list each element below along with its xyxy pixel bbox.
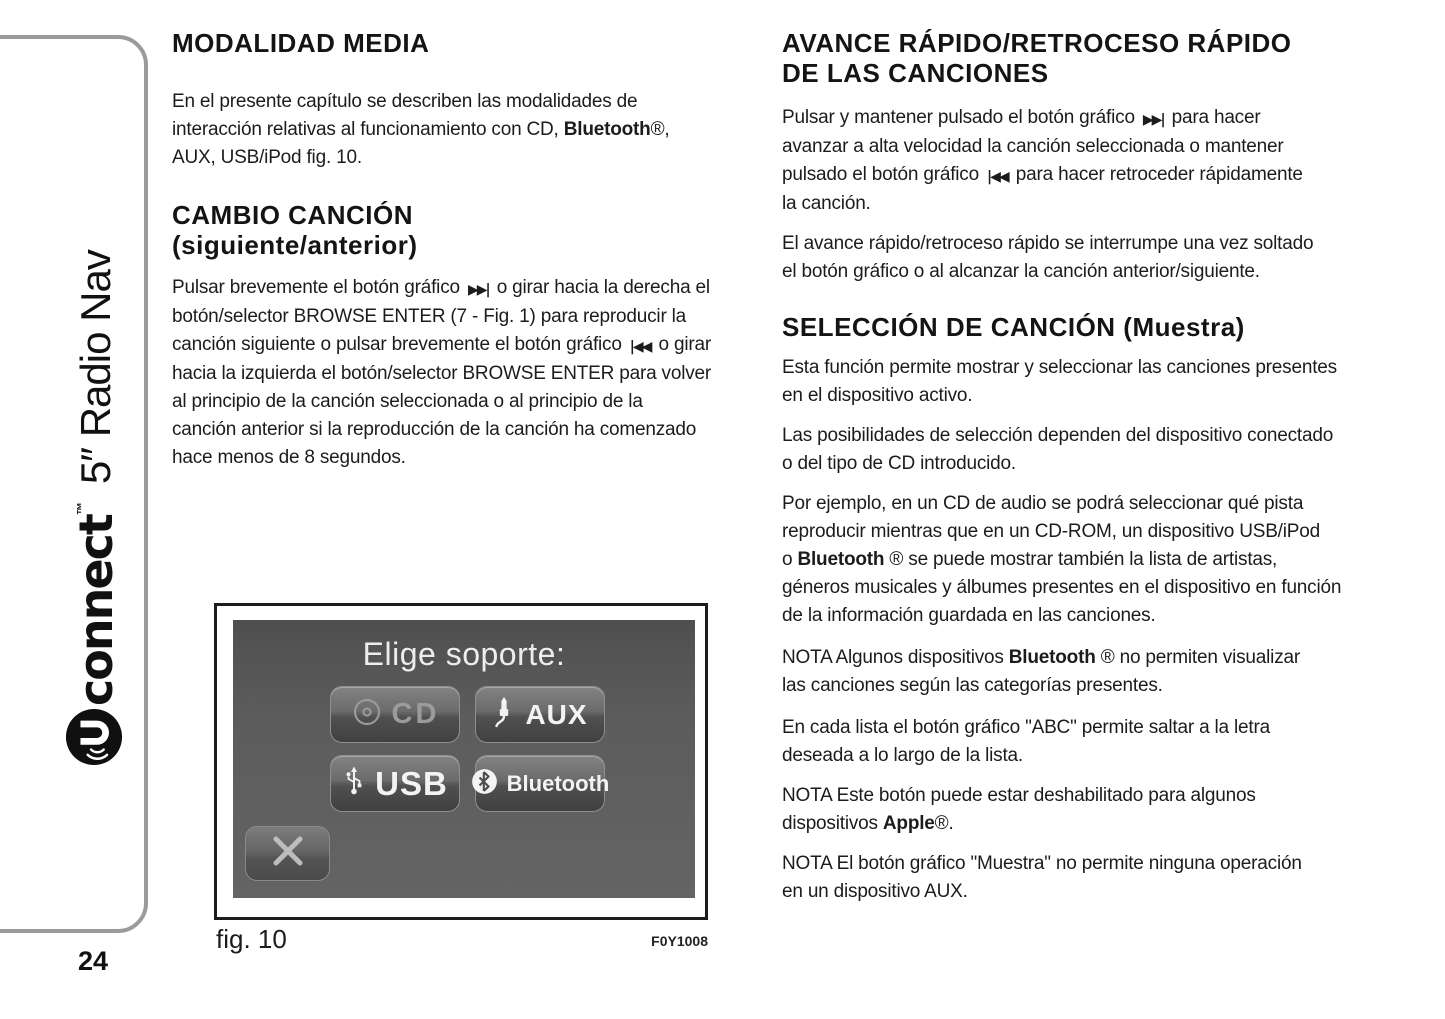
close-icon (267, 831, 309, 876)
paragraph-seleccion-3: Por ejemplo, en un CD de audio se podrá seleccionar qué pista reproducir mientras que en un CD-ROM, un dispositivo USB/iPod o Bluetooth ® se puede mostrar también la lista de artistas, géneros musicales y álbumes presentes en el dispositivo en función de la información guardada en las canciones. (782, 493, 1342, 626)
rewind-icon: |◀◀ (987, 169, 1008, 185)
usb-button (330, 755, 460, 812)
paragraph-nota-apple: NOTA Este botón puede estar deshabilitado para algunos dispositivos Apple®. (782, 785, 1256, 834)
close-button (245, 826, 330, 881)
brand-trademark: ™ (73, 502, 89, 516)
paragraph-abc: En cada lista el botón gráfico "ABC" permite saltar a la letra deseada a lo largo de la lista. (782, 717, 1270, 766)
heading-seleccion-cancion: SELECCIÓN DE CANCIÓN (Muestra) (782, 312, 1245, 342)
paragraph-seleccion-2: Las posibilidades de selección dependen del dispositivo conectado o del tipo de CD introducido. (782, 425, 1334, 474)
bluetooth-button (475, 755, 610, 812)
cd-disc-icon (351, 696, 383, 733)
brand (64, 206, 128, 766)
paragraph-avance-1: Pulsar y mantener pulsado el botón gráfico ▶▶| para hacer avanzar a alta velocidad la canción seleccionada o mantener pulsado el botón gráfico |◀◀ para hacer retroceder rápidamente la canción. (782, 107, 1303, 214)
paragraph-seleccion-1: Esta función permite mostrar y seleccionar las canciones presentes en el dispositivo activo. (782, 357, 1337, 406)
fast-forward-icon: ▶▶| (1142, 112, 1164, 128)
figure-caption: fig. 10 (216, 924, 287, 954)
paragraph-intro: En el presente capítulo se describen las modalidades de interacción relativas al funcionamiento con CD, Bluetooth®, AUX, USB/iPod fig. 10. (172, 91, 670, 168)
aux-button (475, 686, 605, 743)
brand-model-label: 5″ Radio Nav (72, 250, 119, 485)
cd-button-label: CD (391, 698, 440, 730)
usb-icon (342, 765, 366, 802)
heading-cambio-cancion: CAMBIO CANCIÓN (172, 200, 413, 230)
heading-avance-rapido: AVANCE RÁPIDO/RETROCESO RÁPIDO (782, 28, 1292, 58)
rewind-icon: |◀◀ (629, 339, 651, 355)
brand-connect-label: connect (69, 515, 123, 706)
paragraph-nota-muestra: NOTA El botón gráfico "Muestra" no permite ninguna operación en un dispositivo AUX. (782, 853, 1302, 902)
usb-button-label: USB (375, 764, 448, 802)
right-column (782, 28, 1430, 906)
aux-button-label: AUX (525, 698, 588, 730)
figure-10 (214, 603, 708, 920)
heading-avance-rapido-sub: DE LAS CANCIONES (782, 58, 1049, 88)
uconnect-logo-icon (65, 708, 128, 766)
heading-modalidad-media: MODALIDAD MEDIA (172, 28, 430, 58)
left-column (172, 28, 772, 472)
aux-jack-icon (492, 696, 516, 733)
fast-forward-icon: ▶▶| (467, 282, 489, 298)
figure-code: F0Y1008 (651, 933, 708, 949)
paragraph-nota-bluetooth: NOTA Algunos dispositivos Bluetooth ® no permiten visualizar las canciones según las categorías presentes. (782, 647, 1301, 696)
screen-title: Elige soporte: (362, 636, 566, 672)
cd-button (330, 686, 460, 743)
radio-touchscreen (233, 620, 695, 898)
bluetooth-button-label: Bluetooth (506, 770, 610, 796)
paragraph-cambio-cancion: Pulsar brevemente el botón gráfico ▶▶| o girar hacia la derecha el botón/selector BROWSE ENTER (7 - Fig. 1) para reproducir la canción siguiente o pulsar brevemente el botón gráfico |◀◀ o girar hacia la izquierda el botón/selector BROWSE ENTER para volver al principio de la canción seleccionada o al principio de la canción anterior si la reproducción de la canción ha comenzado hace menos de 8 segundos. (172, 277, 712, 468)
paragraph-avance-2: El avance rápido/retroceso rápido se interrumpe una vez soltado el botón gráfico o al alcanzar la canción anterior/siguiente. (782, 233, 1314, 282)
heading-cambio-cancion-sub: (siguiente/anterior) (172, 230, 418, 260)
page-number: 24 (78, 946, 109, 976)
media-source-grid (330, 686, 610, 812)
bluetooth-icon (471, 768, 498, 800)
